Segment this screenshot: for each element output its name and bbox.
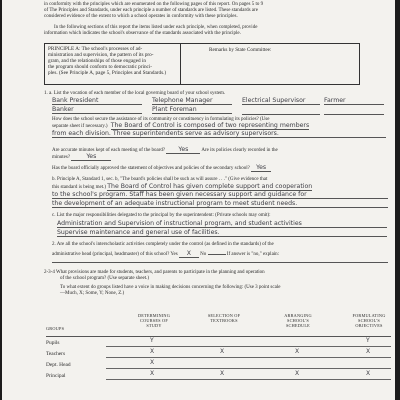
- table-cell: Y: [366, 337, 370, 344]
- table-cell: X: [366, 348, 371, 355]
- table-cell: Y: [150, 337, 154, 344]
- vocation-answer: Farmer: [324, 98, 384, 105]
- item-1c-prompt: c. List the major responsibilities delegated to the principal by the superintendent: (Private schools may omit):: [52, 213, 271, 218]
- column-header: FORMULATING SCHOOL'S OBJECTIVES: [352, 313, 386, 328]
- table-row: [46, 349, 391, 359]
- community-question: How does the school secure the assistance of its community or constituency in formulating its policies? (Use: [52, 117, 270, 122]
- intro-line: considered evidence of the extent to which a school operates in conformity with these principles.: [44, 14, 238, 20]
- remarks-box: [179, 43, 360, 85]
- handwritten-answer: The Board of Control is composed of two representing members: [110, 122, 310, 129]
- decision-table: [46, 308, 391, 400]
- table-cell: X: [295, 370, 300, 377]
- blank-line: [324, 113, 384, 115]
- intro-line: in conformity with the principles which are enumerated on the following pages of this report. On pages 5 to 9: [44, 2, 264, 7]
- groups-header: GROUPS: [46, 326, 65, 331]
- board-vocations-line1: [52, 98, 384, 106]
- row-label: Principal: [46, 373, 66, 379]
- handwritten-answer: Administration and Supervision of instructional program, and student activities: [57, 221, 387, 228]
- handwritten-answer: to the school's program. Staff has been given necessary support and guidance for: [52, 192, 388, 199]
- yes-mark: X: [179, 251, 199, 258]
- row-label: Teachers: [46, 351, 66, 357]
- document-page: [2, 0, 395, 400]
- item-3-prompt: 2-3-4 What provisions are made for students, teachers, and parents to participate in the planning and operation of the school program? (Use separate sheet.) To what extent do groups listed have a voice in making decisions concerning the following: (Use 3 point scale —Much, X; Some, Y; None, Z.): [44, 270, 281, 297]
- handwritten-answer: from each division. Three superintendents serve as advisory supervisors.: [52, 131, 386, 138]
- row-label: Dept. Head: [46, 362, 71, 368]
- minutes-answer: Yes: [166, 147, 200, 154]
- board-approval-question: Has the board officially approved the statement of objectives and policies of the secondary school? Yes: [52, 165, 392, 172]
- item-2-line2: administrative head (principal, headmaster) of this school? Yes X No If answer is "no," explain:: [52, 250, 280, 257]
- table-body: [46, 338, 391, 398]
- table-row: [46, 371, 391, 381]
- intro-line: of The Principles and Standards, under each principle a number of standards are listed. These standards are: [44, 8, 258, 14]
- intro-paragraph: [44, 2, 384, 37]
- vocation-answer: Electrical Supervisor: [242, 98, 320, 105]
- handwritten-answer: Supervise maintenance and general use of facilities.: [57, 230, 387, 237]
- table-cell: X: [150, 359, 155, 366]
- intro-line: information which indicates the school's observance of the standards associated with the principle.: [44, 31, 241, 37]
- handwritten-answer: The Board of Control has given complete support and cooperation: [107, 183, 313, 190]
- remarks-label: Remarks by State Committee:: [209, 47, 272, 53]
- item-1b-line2: this standard is being met.) The Board of Control has given complete support and cooperation: [52, 183, 313, 190]
- board-vocations-line2: [52, 107, 384, 115]
- row-label: Pupils: [46, 340, 60, 346]
- table-row: [46, 360, 391, 370]
- item-2-prompt: 2. Are all the school's interscholastic activities completely under the control (as defined in the standards) of the: [52, 242, 274, 247]
- item-1a-prompt: 1. a. List the vocation of each member of the local governing board of your school system.: [44, 91, 226, 96]
- blank-line: [242, 113, 320, 115]
- table-cell: X: [220, 348, 225, 355]
- no-blank: [208, 249, 226, 255]
- table-row: [46, 338, 391, 348]
- minutes-recorded-line: minutes? Yes: [52, 154, 111, 161]
- principle-line: PRINCIPLE A: The school's processes of ad-: [48, 46, 143, 52]
- recorded-answer: Yes: [71, 154, 111, 161]
- principle-line: the program should conform to democratic princi-: [48, 64, 153, 70]
- principle-line: ples. (See Principle A, page 5, Principles and Standards.): [48, 70, 167, 76]
- handwritten-answer: the development of an adequate instructional program to meet student needs.: [52, 201, 388, 208]
- table-cell: X: [366, 370, 371, 377]
- column-header: SELECTION OF TEXTBOOKS: [207, 313, 241, 323]
- column-header: DETERMINING COURSES OF STUDY: [137, 313, 171, 328]
- principle-a-box: [44, 43, 181, 85]
- principle-line: gram, and the relationships of those engaged in: [48, 58, 146, 64]
- item-1b-prompt: b. Principle A, Standard 1, sec. b, "The board's policies shall be such as will assure . . ." (Give evidence that: [52, 177, 268, 182]
- table-rule: [46, 336, 391, 337]
- table-cell: X: [220, 370, 225, 377]
- column-header: ARRANGING SCHOOL'S SCHEDULE: [284, 313, 312, 328]
- vocation-answer: Telephone Manager: [152, 98, 232, 105]
- blank-line: [52, 261, 388, 263]
- board-approval-answer: Yes: [251, 165, 271, 172]
- table-cell: X: [150, 348, 155, 355]
- principle-line: ministration and supervision, the pattern of its pro-: [48, 52, 154, 58]
- vocation-answer: Plant Foreman: [152, 107, 232, 114]
- intro-line: In the following sections of this report the items listed under each principle, when completed, provide: [54, 25, 258, 31]
- vocation-answer: Bank President: [52, 98, 142, 105]
- table-cell: X: [150, 370, 155, 377]
- table-cell: X: [295, 348, 300, 355]
- minutes-question: Are accurate minutes kept of each meeting of the board? Yes Are its policies clearly recorded in the: [52, 146, 278, 153]
- vocation-answer: Banker: [52, 107, 142, 114]
- separate-sheet-note: separate sheet if necessary.): [52, 124, 108, 129]
